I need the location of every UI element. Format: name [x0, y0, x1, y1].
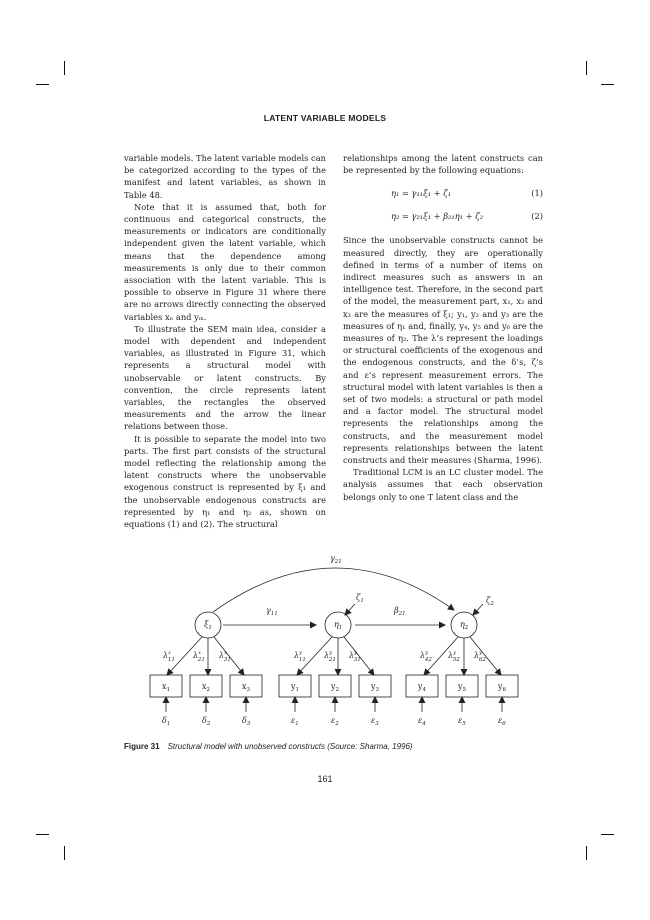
error-label: $\varepsilon_2$ [331, 716, 339, 727]
equation-body: η₁ = γ₁₁ξ₁ + ζ₁ [391, 188, 452, 199]
loading-label: $\lambda^x$ 31 [219, 650, 231, 663]
figure-caption [124, 742, 413, 751]
loading-label: $\lambda^y$ 21 [324, 650, 336, 663]
paragraph: variable models. The latent variable models can be categorized according to the types of the manifest and latent variables, as shown in Table 48. [124, 153, 326, 200]
loading-label: $\lambda^y$ 62 [474, 650, 486, 663]
observed-label: $y_3$ [371, 682, 380, 693]
equation-number: (2) [531, 211, 543, 222]
observed-label: $y_6$ [498, 682, 507, 693]
zeta2-arrow [473, 604, 483, 615]
crop-mark [64, 61, 65, 75]
observed-label: $y_5$ [458, 682, 467, 693]
right-column [343, 152, 543, 503]
crop-mark [36, 84, 49, 85]
loading-label: $\lambda^y$ 52 [448, 650, 460, 663]
error-label: $\delta_3$ [242, 716, 251, 727]
latent-label: $\xi_1$ [204, 620, 212, 631]
crop-mark [36, 834, 49, 835]
left-column [124, 152, 326, 530]
error-label: $\varepsilon_5$ [458, 716, 466, 727]
page-number: 161 [317, 774, 333, 784]
observed-label: $x_2$ [202, 682, 211, 693]
crop-mark [601, 834, 614, 835]
equation-2 [343, 205, 543, 228]
observed-label: $y_1$ [291, 682, 300, 693]
error-label: $\varepsilon_3$ [371, 716, 379, 727]
error-label: $\delta_1$ [162, 716, 171, 727]
crop-mark [64, 846, 65, 860]
paragraph: To illustrate the SEM main idea, consider a model with dependent and independent variables, as illustrated in Figure 31, which represents a structural model with unobservable or latent constructs. By convention, the circle represents latent variables, the rectangles the observed measurements and the arrow the linear relations between those. [124, 323, 326, 432]
crop-mark [586, 846, 587, 860]
loading-label: $\lambda^x$ 11 [163, 650, 175, 663]
paragraph: relationships among the latent constructs can be represented by the following equations: [343, 153, 543, 176]
zeta1-arrow [345, 604, 355, 615]
latent-label: $\eta_2$ [460, 620, 469, 631]
latent-label: $\eta_1$ [334, 620, 343, 631]
observed-label: $y_2$ [331, 682, 340, 693]
error-label: $\varepsilon_4$ [418, 716, 426, 727]
label-gamma11: $\gamma_{11}$ [266, 606, 278, 617]
crop-mark [586, 61, 587, 75]
paragraph: Traditional LCM is an LC cluster model. The analysis assumes that each observation belongs only to one T latent class and the [343, 467, 543, 502]
paragraph: Note that it is assumed that, both for continuous and categorical constructs, the measurements or indicators are conditionally independent given the latent variable, which means that the dependence among measurements is only due to their common association with the latent variable. This is possible to observe in Figure 31 where there are no arrows directly connecting the observed variables xₙ and yₘ. [124, 201, 326, 322]
equation-body: η₂ = γ₂₁ξ₁ + β₂₁η₁ + ζ₂ [391, 211, 484, 222]
equation-number: (1) [531, 188, 543, 199]
paragraph: Since the unobservable constructs cannot be measured directly, they are operationally defined in terms of a number of items on indirect measures such as answers in an intelligence test. Therefore, in the second part of the model, the measurement part, x₁, x₂ and x₃ are the measures of ξ₁; y₁, y₂ and y₃ are the measures of η₁ and, finally, y₄, y₅ and y₆ are the measures of η₂. The λ’s represent the loadings or structural coefficients of the exogenous and the endogenous constructs, and the δ’s, ζ’s and ε’s represent measurement errors. The structural model with latent variables is then a set of two models: a structural or path model and a factor model. The structural model represents the relationships among the constructs, and the measurement model represents relationships between the latent constructs and their measures (Sharma, 1996). [343, 235, 543, 466]
observed-label: $y_4$ [418, 682, 427, 693]
loading-label: $\lambda^y$ 42 [420, 650, 432, 663]
label-zeta1: $\zeta_1$ [356, 593, 364, 604]
observed-label: $x_3$ [242, 682, 251, 693]
figure-caption-label: Figure 31 [124, 742, 160, 751]
label-beta21: $\beta_{21}$ [394, 606, 406, 617]
path-gamma21-arrow [213, 568, 454, 612]
paragraph: It is possible to separate the model into two parts. The first part consists of the structural model reflecting the relationship among the latent constructs where the unobservable exogenous construct is represented by ξ₁ and the unobservable endogenous constructs are represented by η₁ and η₂ as, shown on equations (1) and (2). The structural [124, 433, 326, 530]
sem-diagram [0, 540, 650, 740]
error-label: $\delta_2$ [202, 716, 211, 727]
label-zeta2: $\zeta_2$ [486, 596, 494, 607]
loading-label: $\lambda^y$ 11 [294, 650, 306, 663]
error-label: $\varepsilon_6$ [498, 716, 506, 727]
figure-caption-text: Structural model with unobserved constructs (Source: Sharma, 1996) [167, 742, 413, 751]
error-label: $\varepsilon_1$ [291, 716, 299, 727]
loading-label: $\lambda^y$ 31 [349, 650, 361, 663]
label-gamma21: $\gamma_{21}$ [330, 554, 342, 565]
loading-label: $\lambda^x$ 21 [193, 650, 205, 663]
running-header: LATENT VARIABLE MODELS [263, 113, 387, 123]
crop-mark [601, 84, 614, 85]
equation-1 [343, 182, 543, 205]
observed-label: $x_1$ [162, 682, 171, 693]
